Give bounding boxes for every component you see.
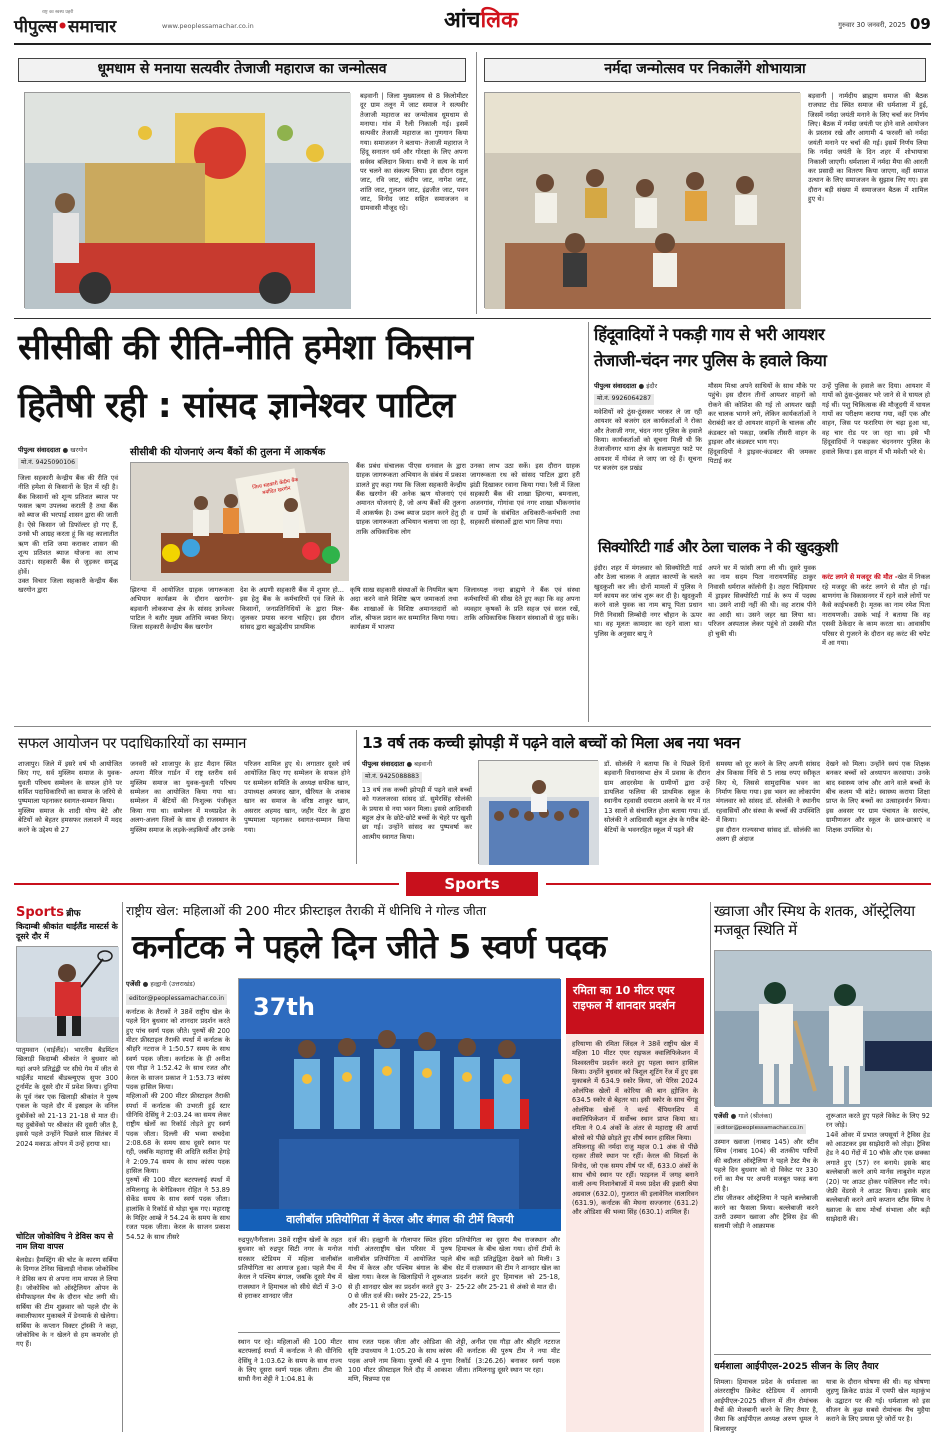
sports-section-label: Sports [406,872,538,896]
story-national-games [126,902,706,1432]
story-school [360,730,931,864]
volley-col-1: रुद्रपुर/नैनीताल। 38वें राष्ट्रीय खेलों के तहत बुधवार को रुद्रपुर सिटी नगर के मनोज सरकार स्टेडियम में महिला वालीबॉल प्रतियोगिता का आगाज हुआ। पहले मैच में केरल ने पश्चिम बंगाल, जबकि दूसरे मैच में राजस्थान ने हिमाचल को सीधे सेटों में 3-0 से हराकर शानदार जीत [238,1236,342,1301]
reporter-mobile: मो.नं. 9425088883 [362,772,422,783]
story-col-3: साथ रजत पदक जीता और ओडिशा की सृष्टि उपाध्याय ने 1:05.20 के साथ कांस्य पदक अपने नाम किया। पुरुषों की 4 गुणा 100 मीटर फ्रीस्टाइल रिले दौड़ में आकाश मणि, चिन्नप्पा एस [348,1338,452,1384]
story-headline: कर्नाटक ने पहले दिन जीते 5 स्वर्ण पदक [132,927,607,966]
column-divider [476,52,477,314]
story-col-4: शेट्टी, अनीश एस गौड़ा और श्रीहरि नटराज की कर्नाटक की पुरुष टीम ने नया मीट रिकॉर्ड (3:26.26) बनाकर स्वर्ण पदक जीता। तमिलनाडु दूसरे स्थान पर रहा। [456,1338,560,1375]
story-headline: सफल आयोजन पर पदाधिकारियों का सम्मान [18,734,246,752]
section-title: आंचलिक [444,8,518,33]
school-children-photo [478,760,598,864]
inner-rule [238,1332,560,1333]
column-divider [356,730,357,864]
sports-band-rule-left [14,883,399,885]
ccb-rally-photo-graphic [131,463,349,581]
sports-section-band [14,872,931,896]
story-col-1: मवेशियों को ठूंस-ठूंसकर भरकर ले जा रही आयशर को बजरंग दल कार्यकर्ताओं ने रोका और तेजाजी नगर, चंदन नगर पुलिस के हवाले किया। कार्यकर्ताओं को सूचना मिली थी कि तेजाजीनगर थाना क्षेत्र के सलामपुरा फाटे पर आयशर में गोवंश ले जाए जा रहे हैं। सूचना पर बजरंग दल प्रखंड [594,408,702,473]
brief-logo [16,904,120,922]
story-kicker: राष्ट्रीय खेल: महिलाओं की 200 मीटर फ्रीस्टाइल तैराकी में धीनिधि ने गोल्ड जीता [126,903,487,918]
story-headline-line2: तेजाजी-चंदन नगर पुलिस के हवाले किया [594,351,827,370]
website-url[interactable]: www.peoplessamachar.co.in [162,22,254,30]
masthead [14,6,931,40]
story-cricket [714,902,931,1231]
story-headline-line2: हितैषी रही : सांसद ज्ञानेश्वर पाटिल [18,386,455,426]
badminton-photo [16,946,118,1042]
procession-photo [24,92,350,308]
badminton-photo-graphic [17,947,119,1043]
brief-headline: किदाम्बी श्रीकांत थाईलैंड मास्टर्स के दूसरे दौर में [16,922,118,941]
column-divider [588,322,589,722]
reporter-mobile: मो.नं. 9926064287 [594,394,654,405]
brief-logo-text: Sports [16,905,64,920]
story-headline-line1: सीसीबी की रीति-नीति हमेशा किसान [18,328,473,368]
sub-story-body: खेत में निकल रहे मजदूर की करंट लगने से मौत हो गई। बाणगंगा के विकासनगर में रहने वाले लोगों पर कैसे काईभकरी है। मृतक का नाम रमेश पिता नारायणजी। उसके भाई ने बताया कि वह एसवी ठेकेदार के काम करता था। आवासीय परिसर से गुजरने के दौरान वह करंट की चपेट में आ गया। [822,573,930,647]
story-headline: धूमधाम से मनाया सत्यवीर तेजाजी महाराज का जन्मोत्सव [18,58,466,82]
story-headline: धर्मशाला आईपीएल-2025 सीजन के लिए तैयार [714,1361,879,1372]
byline: एजेंसी ● हल्द्वानी (उत्तराखंड) [126,980,196,988]
masthead-rule [14,43,931,45]
story-suicide [592,536,931,722]
story-col-2: शुरूआत करते हुए पहले विकेट के लिए 92 रन जोड़े। 14वें ओवर में प्रभात जयसूर्या ने ट्रैविस हेड को आउटकर इस साझेदारी को तोड़ा। ट्रैविस हेड ने 40 गेंदों में 10 चौके और एक छक्का लगाते हुए (57) रन बनाये। इसके बाद बल्लेबाजी करने आये मार्नस लाबुशेन महज (20) पर आउट होकर पवेलियन लौट गये। जेफ्री वेंडरसे ने आउट किया। इसके बाद बल्लेबाजी करने आये कप्तान स्टीव स्मिथ ने ख्वाजा के साथ मोर्चा संभाला और बड़ी साझेदारी की। [826,1112,930,1223]
story-col-3: देश के अग्रणी सहकारी बैंक में शुमार हो... इस हेतु बैंक के कर्मचारियों एवं जिले के किसानों, जनप्रतिनिधियों के द्वारा मिल-जुलकर प्रयास करना चाहिए। इस दौरान सांसद द्वारा बहुउद्देशीय प्राथमिक [240,586,344,632]
story-headline: सिक्योरिटी गार्ड और ठेला चालक ने की खुदकुशी [598,540,838,556]
story-narmada [480,52,931,314]
story-col-2: जनवरी को शाजापुर के हाट मैदान स्थित अपना मैरिज गार्डन में राष्ट्र स्तरीय सर्व मुस्लिम समाज का युवक-युवती परिचय सम्मेलन का आयोजित किया गया था। सम्मेलन में बेटियों की निःशुल्क पंजीकृत किया गया था। सम्मेलन में मध्यप्रदेश के अलग-अलग जिलों के साथ ही राजस्थान के मुस्लिम समाज के लड़के-लड़कियों और उनके [130,760,236,834]
story-col-2: झिरन्या में आयोजित ग्राहक जागरूकता अभियान कार्यक्रम के दौरान खरगोन-बड़वानी लोकसभा क्षेत्र के सांसद ज्ञानेश्वर पाटिल ने बतौर मुख्य अतिथि व्यक्त किए। जिला सहकारी केन्द्रीय बैंक खरगोन [130,586,234,632]
story-col-5: जिलाध्यक्ष नन्दा ब्राह्मणे ने बैंक एवं संस्था कर्मचारियों की सीख देते हुए कहा कि वह अपना व्यवहार कृषकों के प्रति सहज एवं सरल रखें, ताकि अधिकाधिक किसान संस्थाओं से जुड़ सकें। [464,586,580,623]
story-col-3 [822,564,930,720]
brief-logo-tag: ब्रीफ [66,909,81,919]
story-col-2: स्थान पर रहे। महिलाओं की 100 मीटर बटरफ्लाई स्पर्धा में कर्नाटक ने की धीनिधि देसिंघु ने 1:03.62 के समय के साथ राज्य के लिए दूसरा स्वर्ण पदक जीता। टीम की साथी नैना शेट्टी ने 1:04.81 के [238,1338,342,1384]
story-col-4: कृषि साख सहकारी संस्थाओं के नियमित ऋण अदा करने वाले विशिष्ट ऋण जमाकर्ता तथा बैंक शाखाओं के विशिष्ट अमानतदारों को शॉल, श्रीफल प्रदान कर सम्मानित किया गया। कार्यक्रम में भाजपा [350,586,458,632]
story-col-1: जिला सहकारी केन्द्रीय बैंक की रीति एवं नीति हमेशा से किसानों के हित में रही है। बैंक किसानों को शून्य प्रतिशत ब्याज पर फसल ऋण उपलब्ध कराती है तथा बैंक को ब्याज की भरपाई शासन द्वारा की जाती है। ऐसे किसान जो डिफॉल्टर हो गए हैं, उनसे भी आग्रह करता हूं कि वह कालातीत ऋण की राशि जमा कराकर शासन की शून्य प्रतिशत ब्याज योजना का लाभ उठाएं। सहकारी बैंक से जुड़कर समृद्ध होवें। उक्त विचार जिला सहकारी केन्द्रीय बैंक खरगोन द्वारा [18,474,118,595]
logo-wordmark: पीपुल्स•समाचार [14,17,117,37]
reporter-mobile: मो.नं. 9425090106 [18,458,78,469]
column-divider [710,902,711,1432]
story-col-right-1: बैंक प्रबंध संचालक पीएस धनवाल के द्वारा ग्राहक जागरूकता अभियान के संबंध में प्रकाश डालते हुए कहा गया कि जिला सहकारी केन्द्रीय बैंक खरगोन की अनेक ऋण योजनाएं एवं अमानत योजनाएं है, जो अन्य बैंकों की तुलना में आकर्षक है। उच्च ब्याज प्रदान करने हेतु ही ग्राहक जागरूकता अभियान चलाया जा रहा है, ताकि अधिकाधिक लोग [356,462,466,536]
story-body: बड़वानी | नार्मदीय ब्राह्मण समाज की बैठक राजघाट रोड स्थित समाज की धर्मशाला में हुई, जिसमें नर्मदा जयंती मनाने के लिए चर्चा कर निर्णय लिए। बैठक में नर्मदा जयंती पर होने वाले आयोजन के प्रस्ताव रखे और आगामी 4 फरवरी को नर्मदा जयंती मनाने पर चर्चा की गई। इसमें निर्णय लिया कि नर्मदा जयंती के दिन शहर में शोभायात्रा निकाली जाएगी। धर्मशाला में नर्मदा मैया की आरती कर प्रसादी का वितरण किया जाएगा, वहीं समाज उत्थान के लिए समाजजन के सुझाव लिए गए। इस दौरान बड़ी संख्या में समाजजन बैठक में शामिल हुए थे। [808,92,928,203]
section-rule [14,726,931,727]
cricket-photo [714,950,931,1106]
logo-tagline: राष्ट्र का स्वस्थ प्रहरी [42,10,74,15]
story-headline-line1: हिंदूवादियों ने पकड़ी गाय से भरी आयशर [594,325,825,344]
sports-band-rule-right [546,883,931,885]
story-col-right-2: उनका लाभ उठा सकें। इस दौरान ग्राहक जागरूकता रथ को सांसद पाटिल द्वारा हरी झंडी दिखाकर रवाना किया गया। रैली में जिला सहकारी बैंक की शाखा झिरन्या, बमनाला, अजनगांव, गोगांवा एवं नगर शाखा भीकनगांव व ग्रामों के संबंधित अधिकारी-कर्मचारी तथा सहकारी संस्थाओं द्वारा भाग लिया गया। [470,462,580,527]
procession-photo-graphic [25,93,351,309]
story-cow-truck [592,322,931,534]
brief-headline: चोटिल जोकोविच ने डेविस कप से नाम लिया वापस [16,1232,114,1251]
editor-email[interactable]: editor@peoplessamachar.co.in [714,1124,806,1134]
story-col-3: समस्या को दूर करने के लिए अपनी सांसद क्षेत्र विकास निधि से 5 लाख रुपए स्वीकृत किए थे, जिससे सामुदायिक भवन का निर्माण किया गया। इस भवन का लोकार्पण मंगलवार को सांसद डॉ. सोलंकी ने स्थानीय रहवासियों और संस्था के बच्चों की उपस्थिति में किया। इस दौरान राज्यसभा सांसद डॉ. सोलंकी का अलग ही अंदाज [716,760,820,843]
story-col-1: कर्नाटक के तैराकों ने 38वें राष्ट्रीय खेल के पहले दिन बुधवार को शानदार प्रदर्शन करते हुए पांच स्वर्ण पदक जीते। पुरुषों की 200 मीटर फ्रीस्टाइल तैराकी स्पर्धा में कर्नाटक के श्रीहरि नटराज ने 1:50.57 समय के साथ स्वर्ण पदक जीता। कर्नाटक के ही अनीश एस गौड़ा ने 1:52.42 के साथ रजत और केरल के साजन प्रकाश ने 1:53.73 कांस्य पदक हासिल किया। महिलाओं की 200 मीटर फ्रीस्टाइल तैराकी स्पर्धा में कर्नाटक की उभरती हुई स्टार धीनिधि देसिंघु ने 2:03.24 का समय लेकर राष्ट्रीय खेलों का रिकॉर्ड तोड़ते हुए स्वर्ण पदक जीता। दिल्ली की भव्या सचदेवा 2:08.68 के समय साथ दूसरे स्थान पर रही, जबकि महाराष्ट्र की अदिति सतीश हेगड़े ने 2:09.74 समय के साथ कांस्य पदक हासिल किया। पुरुषों की 100 मीटर बटरफ्लाई स्पर्धा में तमिलनाडु के बेनेडिक्शन रोहित ने 53.89 सेकेंड समय के साथ स्वर्ण पदक जीता। हालांकि वे रिकॉर्ड से थोड़ा चूक गए। महाराष्ट्र के मिहिर आम्ब्रे ने 54.24 के समय के साथ रजत पदक जीता। केरल के साजन प्रकाश 54.52 के साथ तीसरे [126,1008,230,1241]
story-col-3: परिजन शामिल हुए थे। लगातार दूसरे वर्ष आयोजित किए गए सम्मेलन के सफल होने पर सम्मेलन समिति के अध्यक्ष सफीक खान, उपाध्यक्ष अमजद खान, खैरियत के शकाब खान का समाज के वरिष्ठ शाकूर खान, असरार अहमद खान, जहीर पेंटर के द्वारा पुष्पमाला पहनाकर स्वागत-सम्मान किया गया। [244,760,350,834]
swimmers-podium-photo [238,978,560,1230]
byline: पीपुल्स संवाददाता ● इंदौर [594,382,658,390]
story-col-2: यात्रा के दौरान घोषणा की थी। यह घोषणा लुहणु क्रिकेट ग्राउंड में एमपी खेल महाकुंभ के उद्घाटन पर की गई। धर्मशाला को इस सीजन के कुछ सबसे रोमांचक मैच मुहैया कराने के लिए प्रयास पूरे जोरों पर है। [826,1378,930,1424]
issue-date: गुरुवार 30 जनवरी, 2025 [838,21,906,29]
ccb-rally-photo [130,462,348,580]
swimmers-podium-photo-graphic [239,979,561,1231]
rifle-headline: रमिता का 10 मीटर एयर राइफल में शानदार प्रदर्शन [566,978,704,1034]
rifle-sidebar [566,978,704,1432]
sports-brief [14,902,120,1432]
svg-text:37th: 37th [253,993,315,1021]
photo-caption: सीसीबी की योजनाएं अन्य बैंकों की तुलना में आकर्षक [130,447,326,458]
story-col-3: उन्हें पुलिस के हवाले कर दिया। आयशर में गायों को ठूंस-ठूंसकर भरे जाने से वे घायल हो गई थीं। पशु चिकित्सक की मौजूदगी में घायल गायों का परीक्षण कराया गया, वहीं एक और वाहन, जिस पर फरारिया रंग चढ़ा हुआ था, वह चार रोड पर जा रहा था। इसे भी हिंदूवादियों ने पकड़कर चंदननगर पुलिस के हवाले किया। इस वाहन में भी मवेशी भरे थे। [822,382,930,456]
story-col-1: शाजापुर। जिले में इसरे वर्ष भी आयोजित किए गए, सर्व मुस्लिम समाज के युवक-युवती परिचय सम्मेलन के सफल होने पर सर्विश पदाधिकारियों का समाज के जरिये से पुष्पमाला पहनाकर स्वागत-सम्मान किया। मुस्लिम समाज के शादी योग्य बेटे और बेटियों को बेहतर हमसफर तलाशने में मदद करने के उद्देश्य से 27 [18,760,122,834]
story-col-1: इंदौर। शहर में मंगलवार को सिक्योरिटी गार्ड और ठेला चालक ने अज्ञात कारणों के चलते खुदकुशी कर ली। दोनों मामलों में पुलिस ने मर्ग कायम कर जांच शुरू कर दी है। खुदकुशी करने वाले युवक का नाम बापू पिता प्रधान गिरी निवासी लिम्बोदी नगर चौहान के ऊपर था। वह मूलतः कामदार का रहने वाला था। पुलिस के अनुसार बापू ने [594,564,702,638]
newspaper-logo [14,10,164,36]
photo-overlay-caption: वालीबॉल प्रतियोगिता में केरल और बंगाल की टीमें विजयी [239,1209,561,1231]
rifle-body: हरियाणा की रमिता जिंदल ने 38वें राष्ट्रीय खेल में महिला 10 मीटर एयर राइफल क्वालिफिकेशन में विश्वस्तरीय प्रदर्शन करते हुए पहला स्थान हासिल किया। उन्होंने बुधवार को त्रिशूल शूटिंग रेंज में हुए इस मुकाबले में 634.9 स्कोर किया, जो पेरिस 2024 ओलंपिक खेलों में कोरिया की बान ह्योजिन के 634.5 स्कोर से बेहतर था। इसी स्कोर के साथ चेंगडू ओलंपिक खेलों ने वर्ल्ड चैंपियनशिप में क्वालिफिकेशन में सर्वोच्च स्थान प्राप्त किया था। रमिता ने 0.4 अंकों के अंतर से महाराष्ट्र की आर्या बोरसे को पीछे छोड़ते हुए शीर्ष स्थान हासिल किया। तमिलनाडु की नर्मदा राजु महज 0.1 अंक से पीछे रहकर तीसरे स्थान पर रहीं। केरल की विदर्शा के विनोद, जो एक समय शीर्ष पर थीं, 633.0 अंकों के साथ चौथे स्थान पर रहीं। फाइनल में जगह बनाने वाली अन्य निशानेबाजों में मध्य प्रदेश की इन्नारी श्रेया अग्रवाल (632.0), गुजरात की इलावेनिल वालारिवन (631.9), कर्नाटक की मेघना सज्जनार (631.2) और ओडिशा की भव्या सिंह (630.1) शामिल हैं। [572,1040,698,1217]
byline: पीपुल्स संवाददाता ● खरगोन [18,446,88,454]
byline: एजेंसी ● गाले (श्रीलंका) [714,1112,773,1120]
brief-body: पातुमवान (थाईलैंड)। भारतीय बैडमिंटन खिलाड़ी किदाम्बी श्रीकांत ने बुधवार को यहां अपने प्रतिद्वंद्वी पर सीधे गेम में जीत से थाईलैंड मास्टर्स बीडब्ल्यूएफ सुपर 300 टूर्नामेंट के दूसरे दौर में प्रवेश किया। दुनिया के पूर्व नंबर एक खिलाड़ी श्रीकांत ने पुरुष एकल के पहले दौर में इस्राइल के वनिल दुबोवेंको को 21-13 21-18 से मात दी। यह दुबोवेंको पर श्रीकांत की दूसरी जीत है, इससे पहले उन्होंने पिछले साल सितंबर में 2024 मकाऊ ओपन में उन्हें हराया था। [16,1046,118,1148]
editor-email[interactable]: editor@peoplessamachar.co.in [126,994,227,1005]
brief-body: बेलग्रेड। हैमस्ट्रिंग की चोट के कारण सर्बिया के दिग्गज टेनिस खिलाड़ी नोवाक जोकोविच ने डेविस कप से अपना नाम वापस ले लिया है। जोकोविच को ऑस्ट्रेलियन ओपन के सेमीफाइनल मैच के दौरान चोट लगी थी। सर्बिया की टीम शुक्रवार को पहले दौर के क्वालीफायर मुकाबले में डेनमार्क से खेलेगा। सर्बिया के कप्तान विक्टर ट्रॉस्की ने कहा, जोकोविच के न खेलने से हम कमजोर हो गए हैं। [16,1256,118,1349]
story-col-2: डॉ. सोलंकी ने बताया कि वे पिछले दिनों बड़वानी विधानसभा क्षेत्र में प्रवास के दौरान ग्राम आदरसेमा के ग्रामीणों द्वारा उन्हें डायलिश फलिया की प्राथमिक स्कूल के स्थानीय रहवासी दयाराम अलावे के घर में गत 13 सालों से संचालित होना बताया गया। डॉ. सोलंकी ने आदिवासी बहुल क्षेत्र के गरीब बेटे-बेटियों के भवनरहित स्कूल में पढ़ने की [604,760,710,834]
volley-col-2: दर्ज की। हल्द्वानी के गौलापार स्थित इंदिरा गांधी अंतरराष्ट्रीय खेल परिसर में पुरुष वालीबॉल प्रतियोगिता में आयोजित पहले मैच में केरल और पश्चिम बंगाल के बीच खेला गया। केरल के खिलाड़ियों ने शुरूआत से ही शानदार खेल का प्रदर्शन करते हुए 3-0 से जीत दर्ज की। स्कोर 25-22, 25-15 और 25-11 से जीत दर्ज की। [348,1236,452,1310]
story-body: बड़वानी | जिला मुख्यालय से 8 किलोमीटर दूर ग्राम तलून में जाट समाज ने सत्यवीर तेजाजी महाराज का जन्मोत्सव धूमधाम से मनाया। गांव में रैली निकाली गई। इसमें सत्यवीर तेजाजी महाराज का गुणगान किया गया। समाजजन ने बताया- तेजाजी महाराज ने हिंदू सनातन धर्म और गोरक्षा के लिए अपना सर्वस्व बलिदान किया। सभी ने सत्य के मार्ग पर चलने का संकल्प लिया। इस दौरान राहुल जाट, रवि जाट, संदीप जाट, नागेश जाट, शांति जाट, गुलशन जाट, इंद्रजीत जाट, पवन जाट, विनोद जाट सहित समाजजन व ग्रामवासी मौजूद रहे। [360,92,468,213]
sub-story-lead: करंट लगने से मजदूर की मौत - [822,573,898,582]
section-rule [14,318,931,319]
story-samman [14,730,352,864]
story-col-2: मौसम मिश्रा अपने साथियों के साथ मौके पर पहुंचे। इस दौरान तीनों आयशर वाहनों को रोकने की कोशिश की गई तो आयशर खड़ी कर चालक भागने लगे, लेकिन कार्यकर्ताओं ने घेराबंदी कर दो आयशर वाहनों के चालक और कंडक्टर को पकड़ा, जबकि तीसरी वाहन के ड्राइवर और कंडक्टर भाग गए। हिंदूवादियों ने ड्राइवर-कंडक्टर की जमकर पिटाई कर [708,382,816,465]
column-divider [122,902,123,1432]
school-children-photo-graphic [479,761,599,865]
story-headline: नर्मदा जन्मोत्सव पर निकालेंगे शोभायात्रा [484,58,926,82]
story-ipl [714,1360,931,1432]
volley-col-3: प्रतियोगिता का दूसरा मैच राजस्थान और हिमाचल के बीच खेला गया। दोनों टीमों के बीच कड़ी प्रतिद्वंद्विता देखने को मिली। 3 सेट में राजस्थान की टीम ने शानदार खेल का प्रदर्शन करते हुए हिमाचल को 25-18, 25-22 और 25-21 से अंको से मात दी। [456,1236,560,1291]
byline: पीपुल्स संवाददाता ● बड़वानी [362,760,432,768]
story-col-1: शिमला। हिमाचल प्रदेश के धर्मशाला का अंतरराष्ट्रीय क्रिकेट स्टेडियम में आगामी आईपीएल-2025 सीजन में तीन रोमांचक मैचों की मेजबानी करने के लिए तैयार है, जैसा कि आईपीएल अध्यक्ष अरुण धूमल ने बिलासपुर [714,1378,818,1433]
story-col-4: देखने को मिला। उन्होंने स्वयं एक शिक्षक बनकर बच्चों को अध्यापन करवाया। उनके बाद स्वास्थ्य जांच और आने वाले बच्चों के बीच कलम भी बांटे। स्वास्थ्य कराया शिक्षा प्राप्त के लिए बच्चों का उत्साहवर्धन किया। इस अवसर पर ग्राम पंचायत के सरपंच, ग्रामीणजन और स्कूल के छात्र-छात्राएं व शिक्षक उपस्थित थे। [826,760,930,834]
page-number: 09 [910,15,931,33]
story-col-2: अपने घर में फांसी लगा ली थी। दूसरे युवक का नाम सदम पिता नारायणसिंह ठाकुर निवासी धर्मराज कॉलोनी है। तहरा चिड़ियाघर में ड्राइवर सिक्योरिटी गार्ड के रूप में पदस्थ था। उसने शादी नहीं की थी। वह शराब पीने का आदी था। उसने जहर खा लिया था। परिजन अस्पताल लेकर पहुंचे तो उसकी मौत हो चुकी थी। [708,564,816,638]
story-headline: 13 वर्ष तक कच्ची झोपड़ी में पढ़ने वाले बच्चों को मिला अब नया भवन [362,734,740,752]
story-ccb [14,322,584,722]
cricket-photo-graphic [715,951,932,1107]
story-col-1: 13 वर्ष तक कच्ची झोपड़ी में पढ़ने वाले बच्चों को गजलजरवा सांसद डॉ. सुमेरसिंह सोलंकी के प्रयास से नया भवन मिला। इससे आदिवासी बहुल क्षेत्र के छोटे-छोटे बच्चों के चेहरे पर खुशी छा गई। उन्होंने सांसद का पुष्पवर्षा कर आत्मीय स्वागत किया। [362,786,472,841]
story-col-1: उस्मान ख्वाजा (नाबाद 145) और स्टीव स्मिथ (नाबाद 104) की शतकीय पारियों की बदौलत ऑस्ट्रेलिया ने पहले टेस्ट मैच के पहले दिन बुधवार को दो विकेट पर 330 रनों का मैच पर अपनी मजबूत पकड़ बना ली है। टॉस जीतकर ऑस्ट्रेलिया ने पहले बल्लेबाजी करने का फैसला किया। बल्लेबाजी करने उतरी उस्मान ख्वाजा और ट्रैविस हेड की सलामी जोड़ी ने आक्रामक [714,1138,818,1231]
story-headline: ख्वाजा और स्मिथ के शतक, ऑस्ट्रेलिया मजबूत स्थिति में [714,902,915,939]
bank-banner-text: जिला सहकारी केंद्रीय बैंक मर्यादित खरगोन [251,477,299,497]
story-tejaji [14,52,470,314]
meeting-photo-graphic [485,93,801,309]
meeting-photo [484,92,800,308]
section-rule [714,1354,931,1355]
